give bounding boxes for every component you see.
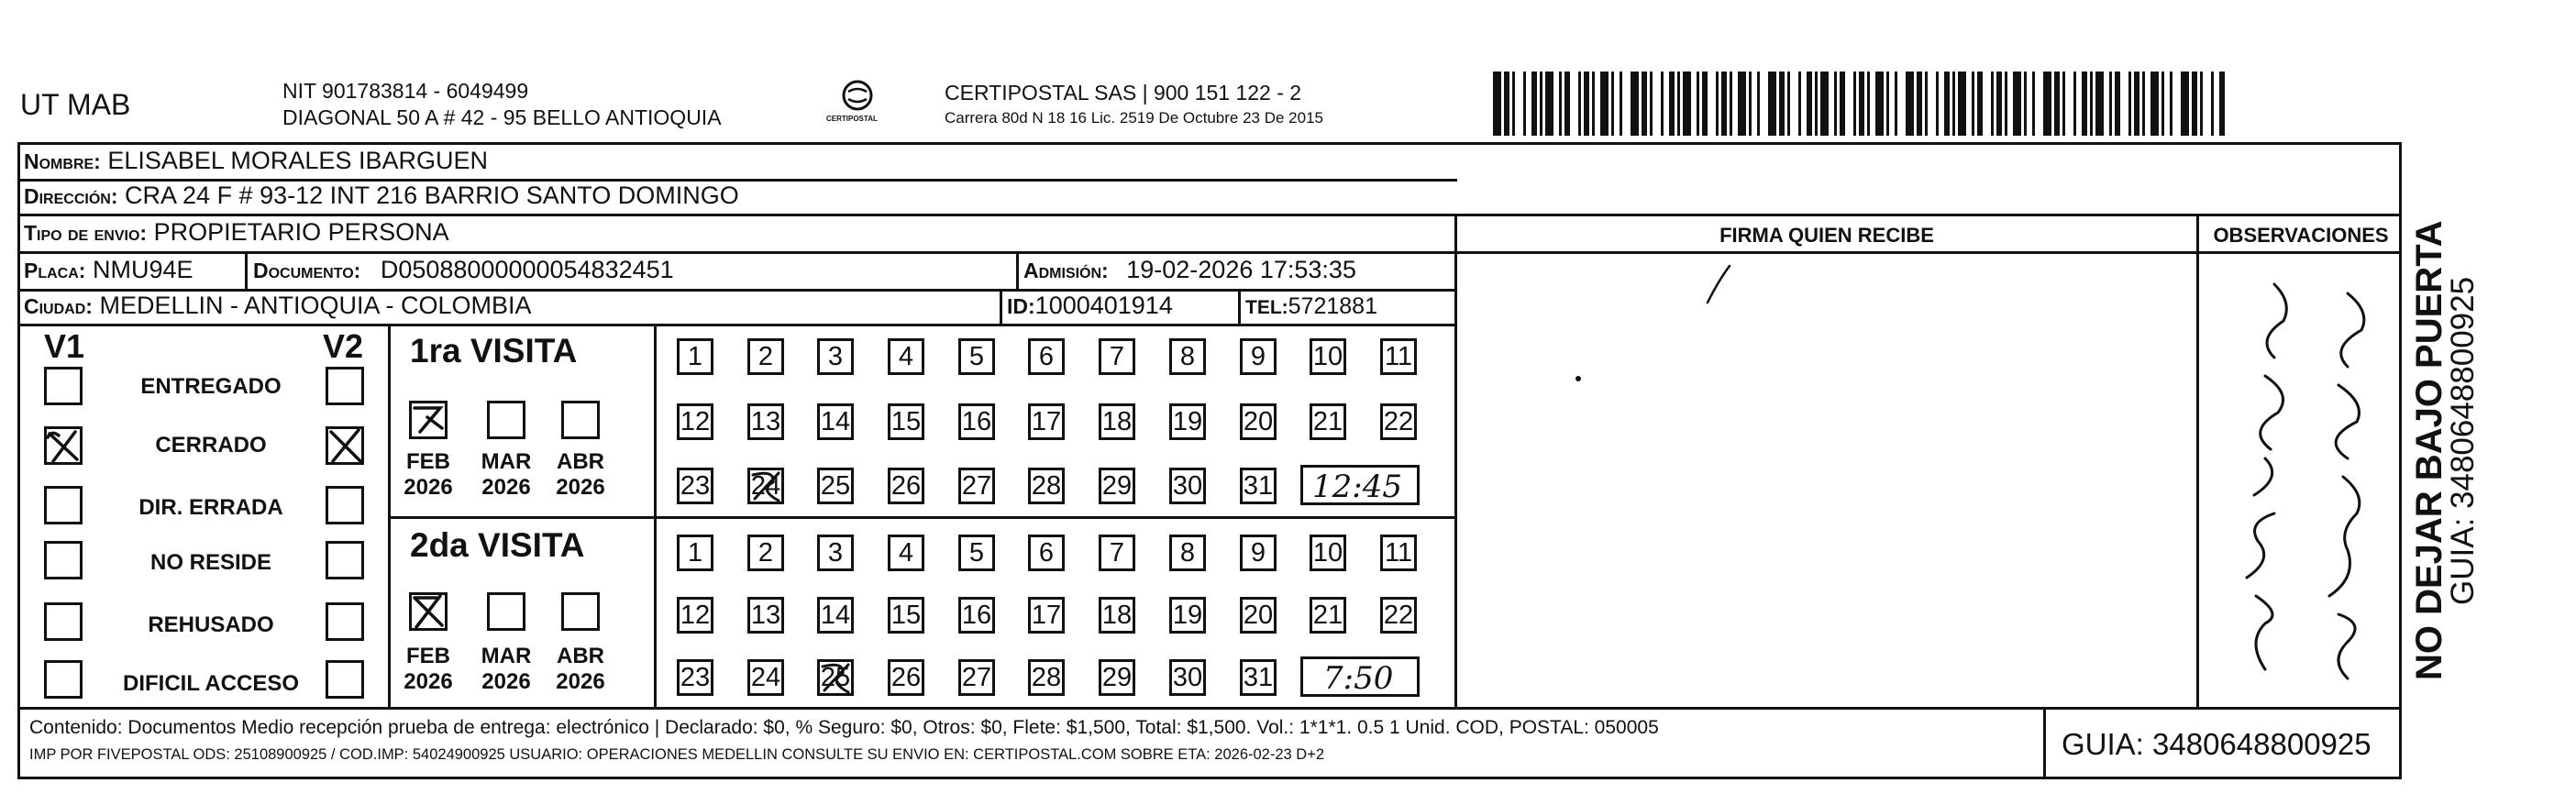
v2-cerrado-mark <box>326 426 364 465</box>
address-line: DIAGONAL 50 A # 42 - 95 BELLO ANTIOQUIA <box>282 105 722 129</box>
id-value: 1000401914 <box>1034 292 1173 319</box>
v2-header: V2 <box>323 327 364 365</box>
second-month-abr-checkbox[interactable] <box>561 592 600 631</box>
month-year: 2026 <box>404 668 453 694</box>
firma-header: FIRMA QUIEN RECIBE <box>1719 224 1934 247</box>
month-year: 2026 <box>481 474 531 500</box>
first-visit-day-8[interactable]: 8 <box>1169 338 1206 375</box>
direccion-label: Dirección: <box>24 184 118 208</box>
first-visit-day-12[interactable]: 12 <box>677 403 713 440</box>
second-month-mar <box>474 644 538 694</box>
first-visit-day-2[interactable]: 2 <box>747 338 784 375</box>
second-visit-day-19[interactable]: 19 <box>1169 597 1206 634</box>
second-visit-day-24[interactable]: 24 <box>747 659 784 696</box>
second-visit-day-30[interactable]: 30 <box>1169 659 1206 696</box>
side-guia: GUIA: 3480648800925 <box>2445 276 2481 605</box>
first-visit-day-14[interactable]: 14 <box>817 403 854 440</box>
first-visit-day-16[interactable]: 16 <box>958 403 995 440</box>
second-visit-day-5[interactable]: 5 <box>958 535 995 571</box>
first-feb-mark <box>409 401 448 439</box>
first-visit-day-20[interactable]: 20 <box>1240 403 1277 440</box>
first-visit-day-1[interactable]: 1 <box>677 338 713 375</box>
first-visit-day-11[interactable]: 11 <box>1380 338 1417 375</box>
second-visit-day-13[interactable]: 13 <box>747 597 784 634</box>
second-visit-day-2[interactable]: 2 <box>747 535 784 571</box>
company-name: UT MAB <box>20 88 131 121</box>
option-cerrado: CERRADO <box>155 433 267 458</box>
second-visit-day-22[interactable]: 22 <box>1380 597 1417 634</box>
footer-contenido: Contenido: Documentos Medio recepción prueba de entrega: electrónico | Declarado: $0, % Seguro: $0, Otros: $0, Flete: $1,500, Total: $1,500. Vol.: 1*1*1. 0.5 1 Unid. COD, POSTAL: 050005 <box>29 717 1659 738</box>
license-line: Carrera 80d N 18 16 Lic. 2519 De Octubre 23 De 2015 <box>945 109 1323 127</box>
v2-checkbox-dir-errada[interactable] <box>326 486 364 524</box>
first-visit-day-29[interactable]: 29 <box>1099 468 1135 504</box>
v1-checkbox-dir-errada[interactable] <box>44 486 83 524</box>
v1-header: V1 <box>44 327 85 365</box>
v2-checkbox-dificil-acceso[interactable] <box>326 660 364 699</box>
second-visit-day-31[interactable]: 31 <box>1240 659 1277 696</box>
logo-text: CERTIPOSTAL <box>826 115 878 123</box>
documento-value: D05088000000054832451 <box>380 256 674 283</box>
first-visit-day-3[interactable]: 3 <box>817 338 854 375</box>
month-label: ABR <box>557 449 604 474</box>
v1-cerrado-mark <box>44 426 83 465</box>
second-month-abr <box>548 644 613 694</box>
second-month-feb <box>396 644 460 694</box>
first-month-mar-checkbox[interactable] <box>487 401 525 439</box>
first-month-feb <box>396 449 460 500</box>
first-month-abr <box>548 449 613 500</box>
second-visit-day-18[interactable]: 18 <box>1099 597 1135 634</box>
first-visit-day-6[interactable]: 6 <box>1028 338 1065 375</box>
first-visit-day-7[interactable]: 7 <box>1099 338 1135 375</box>
v1-checkbox-dificil-acceso[interactable] <box>44 660 83 699</box>
second-visit-title: 2da VISITA <box>410 526 585 564</box>
second-visit-day-6[interactable]: 6 <box>1028 535 1065 571</box>
ciudad-value: MEDELLIN - ANTIOQUIA - COLOMBIA <box>99 292 532 319</box>
first-visit-day-30[interactable]: 30 <box>1169 468 1206 504</box>
second-visit-day-28[interactable]: 28 <box>1028 659 1065 696</box>
first-visit-day-31[interactable]: 31 <box>1240 468 1277 504</box>
month-year: 2026 <box>404 474 453 500</box>
first-visit-day-27[interactable]: 27 <box>958 468 995 504</box>
option-rehusado: REHUSADO <box>148 612 274 637</box>
nombre-value: ELISABEL MORALES IBARGUEN <box>107 147 488 174</box>
first-visit-day-23[interactable]: 23 <box>677 468 713 504</box>
v2-checkbox-entregado[interactable] <box>326 367 364 405</box>
second-visit-day-17[interactable]: 17 <box>1028 597 1065 634</box>
second-visit-day-21[interactable]: 21 <box>1310 597 1346 634</box>
first-visit-day-10[interactable]: 10 <box>1310 338 1346 375</box>
first-visit-day-19[interactable]: 19 <box>1169 403 1206 440</box>
no-dejar-bajo-puerta: NO DEJAR BAJO PUERTA <box>2409 220 2449 680</box>
documento-label: Documento: <box>253 259 361 282</box>
first-visit-day-13[interactable]: 13 <box>747 403 784 440</box>
month-year: 2026 <box>556 474 605 500</box>
tel-value: 5721881 <box>1288 293 1377 319</box>
option-dir-errada: DIR. ERRADA <box>138 495 283 520</box>
second-visit-day-11[interactable]: 11 <box>1380 535 1417 571</box>
signature-dot <box>1575 376 1581 381</box>
first-visit-day-mark <box>747 468 784 504</box>
first-visit-day-21[interactable]: 21 <box>1310 403 1346 440</box>
month-year: 2026 <box>481 668 531 694</box>
admision-label: Admisión: <box>1023 259 1109 282</box>
second-visit-day-14[interactable]: 14 <box>817 597 854 634</box>
direccion-value: CRA 24 F # 93-12 INT 216 BARRIO SANTO DOMINGO <box>125 182 739 209</box>
ciudad-label: Ciudad: <box>24 294 93 318</box>
tipo-envio-label: Tipo de envio: <box>24 221 148 245</box>
second-visit-day-4[interactable]: 4 <box>888 535 924 571</box>
second-visit-day-26[interactable]: 26 <box>888 659 924 696</box>
month-label: FEB <box>406 449 450 474</box>
second-visit-time: 7:50 <box>1323 660 1394 697</box>
first-visit-day-25[interactable]: 25 <box>817 468 854 504</box>
month-label: ABR <box>557 644 604 668</box>
month-label: MAR <box>481 644 532 668</box>
second-visit-day-9[interactable]: 9 <box>1240 535 1277 571</box>
second-visit-day-8[interactable]: 8 <box>1169 535 1206 571</box>
second-visit-day-1[interactable]: 1 <box>677 535 713 571</box>
v1-checkbox-entregado[interactable] <box>44 367 83 405</box>
first-visit-time: 12:45 <box>1312 469 1402 505</box>
second-visit-day-25[interactable]: 25 <box>817 659 854 696</box>
first-visit-day-26[interactable]: 26 <box>888 468 924 504</box>
first-visit-time-box[interactable] <box>1300 465 1420 505</box>
first-visit-day-28[interactable]: 28 <box>1028 468 1065 504</box>
placa-label: Placa: <box>24 259 86 282</box>
second-visit-day-29[interactable]: 29 <box>1099 659 1135 696</box>
v1-checkbox-no-reside[interactable] <box>44 541 83 579</box>
second-visit-day-20[interactable]: 20 <box>1240 597 1277 634</box>
first-visit-day-5[interactable]: 5 <box>958 338 995 375</box>
second-feb-mark <box>409 592 448 631</box>
second-visit-day-3[interactable]: 3 <box>817 535 854 571</box>
tel-label: TEL: <box>1245 297 1288 318</box>
v2-checkbox-no-reside[interactable] <box>326 541 364 579</box>
second-visit-day-10[interactable]: 10 <box>1310 535 1346 571</box>
first-visit-day-18[interactable]: 18 <box>1099 403 1135 440</box>
first-visit-day-15[interactable]: 15 <box>888 403 924 440</box>
v2-checkbox-rehusado[interactable] <box>326 602 364 641</box>
placa-value: NMU94E <box>92 256 193 283</box>
first-visit-day-4[interactable]: 4 <box>888 338 924 375</box>
second-visit-day-15[interactable]: 15 <box>888 597 924 634</box>
second-month-mar-checkbox[interactable] <box>487 592 525 631</box>
first-visit-day-24[interactable]: 24 <box>747 468 784 504</box>
month-year: 2026 <box>556 668 605 694</box>
second-visit-day-16[interactable]: 16 <box>958 597 995 634</box>
first-visit-title: 1ra VISITA <box>410 332 578 369</box>
first-visit-day-22[interactable]: 22 <box>1380 403 1417 440</box>
v1-checkbox-rehusado[interactable] <box>44 602 83 641</box>
second-visit-time-box[interactable] <box>1300 656 1420 697</box>
month-label: FEB <box>406 644 450 668</box>
first-month-abr-checkbox[interactable] <box>561 401 600 439</box>
footer-guia: GUIA: 3480648800925 <box>2062 727 2371 761</box>
certipostal-line: CERTIPOSTAL SAS | 900 151 122 - 2 <box>945 81 1302 105</box>
first-visit-day-17[interactable]: 17 <box>1028 403 1065 440</box>
id-label: ID: <box>1007 294 1035 318</box>
second-visit-day-27[interactable]: 27 <box>958 659 995 696</box>
nit-line: NIT 901783814 - 6049499 <box>282 79 529 103</box>
second-visit-day-12[interactable]: 12 <box>677 597 713 634</box>
admision-value: 19-02-2026 17:53:35 <box>1126 256 1356 283</box>
option-no-reside: NO RESIDE <box>149 550 272 575</box>
tipo-envio-value: PROPIETARIO PERSONA <box>153 218 449 246</box>
nombre-label: Nombre: <box>24 149 101 173</box>
option-dificil-acceso: DIFICIL ACCESO <box>122 671 299 696</box>
second-visit-day-7[interactable]: 7 <box>1099 535 1135 571</box>
second-visit-day-mark <box>817 659 854 696</box>
footer-imp: IMP POR FIVEPOSTAL ODS: 25108900925 / COD.IMP: 54024900925 USUARIO: OPERACIONES MEDELLIN CONSULTE SU ENVIO EN: CERTIPOSTAL.COM SOBRE ETA: 2026-02-23 D+2 <box>29 746 1325 763</box>
option-entregado: ENTREGADO <box>140 374 282 399</box>
second-visit-day-23[interactable]: 23 <box>677 659 713 696</box>
observaciones-header: OBSERVACIONES <box>2213 224 2389 247</box>
first-visit-day-9[interactable]: 9 <box>1240 338 1277 375</box>
month-label: MAR <box>481 449 532 474</box>
signature-stroke <box>1702 262 1739 308</box>
observations-handwriting <box>2210 266 2394 697</box>
barcode <box>1493 72 2222 136</box>
certipostal-logo <box>821 79 894 128</box>
first-month-mar <box>474 449 538 500</box>
